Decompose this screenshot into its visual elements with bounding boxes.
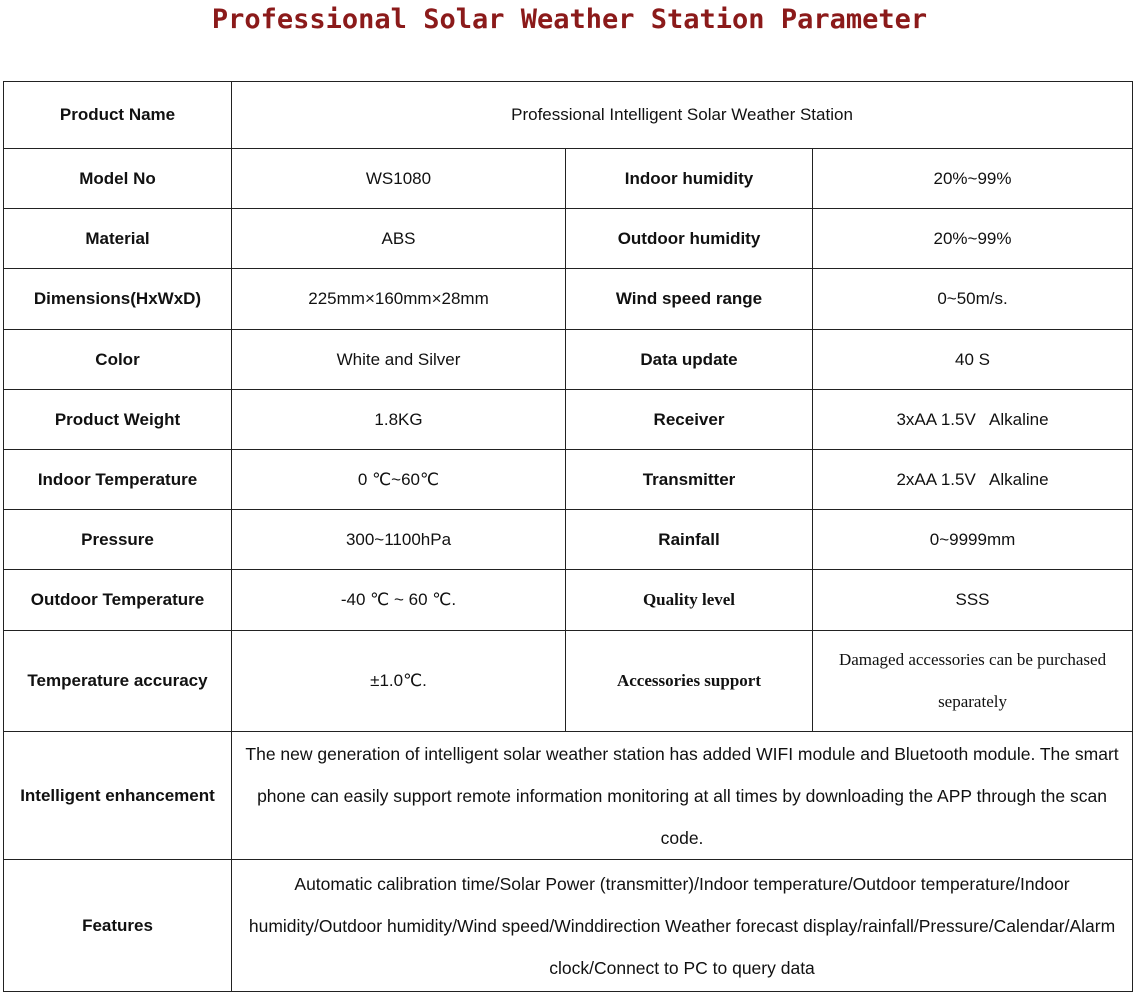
spec-label: Outdoor humidity xyxy=(566,209,813,269)
spec-label: Product Weight xyxy=(4,390,232,450)
spec-value: 2xAA 1.5V Alkaline xyxy=(813,450,1133,510)
spec-label: Indoor Temperature xyxy=(4,450,232,510)
spec-label: Rainfall xyxy=(566,510,813,570)
spec-label: Dimensions(HxWxD) xyxy=(4,269,232,330)
spec-label: Material xyxy=(4,209,232,269)
spec-label: Transmitter xyxy=(566,450,813,510)
spec-value: 1.8KG xyxy=(232,390,566,450)
spec-value: 20%~99% xyxy=(813,149,1133,209)
spec-value: -40 ℃ ~ 60 ℃. xyxy=(232,570,566,631)
spec-value: ±1.0℃. xyxy=(232,631,566,732)
table-row xyxy=(4,209,1133,269)
table-row xyxy=(4,149,1133,209)
spec-label: Model No xyxy=(4,149,232,209)
spec-label: Temperature accuracy xyxy=(4,631,232,732)
table-row xyxy=(4,330,1133,390)
spec-label: Color xyxy=(4,330,232,390)
spec-value: SSS xyxy=(813,570,1133,631)
spec-label: Data update xyxy=(566,330,813,390)
spec-value: White and Silver xyxy=(232,330,566,390)
page-title: Professional Solar Weather Station Parameter xyxy=(211,4,928,35)
table-row xyxy=(4,631,1133,732)
spec-value: 0~50m/s. xyxy=(813,269,1133,330)
spec-value: 3xAA 1.5V Alkaline xyxy=(813,390,1133,450)
spec-label: Pressure xyxy=(4,510,232,570)
spec-label: Wind speed range xyxy=(566,269,813,330)
spec-value: 0 ℃~60℃ xyxy=(232,450,566,510)
table-row xyxy=(4,390,1133,450)
spec-label: Accessories support xyxy=(566,631,813,732)
features-label: Features xyxy=(4,860,232,992)
intelligent-enhancement-value: The new generation of intelligent solar weather station has added WIFI module and Bluetooth module. The smart phone can easily support remote information monitoring at all times by downloading the APP through the scan code. xyxy=(232,732,1133,860)
parameter-table xyxy=(3,81,1133,992)
spec-label: Outdoor Temperature xyxy=(4,570,232,631)
spec-value: Damaged accessories can be purchased separately xyxy=(813,631,1133,732)
spec-value: ABS xyxy=(232,209,566,269)
spec-value: 225mm×160mm×28mm xyxy=(232,269,566,330)
features-value: Automatic calibration time/Solar Power (transmitter)/Indoor temperature/Outdoor temperature/Indoor humidity/Outdoor humidity/Wind speed/Winddirection Weather forecast display/rainfall/Pressure/Calendar/Alarm clock/Connect to PC to query data xyxy=(232,860,1133,992)
table-row xyxy=(4,732,1133,860)
spec-label: Receiver xyxy=(566,390,813,450)
spec-value: 20%~99% xyxy=(813,209,1133,269)
product-name-label: Product Name xyxy=(4,82,232,149)
table-row xyxy=(4,570,1133,631)
spec-label: Quality level xyxy=(566,570,813,631)
table-row xyxy=(4,82,1133,149)
spec-value: 40 S xyxy=(813,330,1133,390)
table-row xyxy=(4,510,1133,570)
table-row xyxy=(4,450,1133,510)
product-name-value: Professional Intelligent Solar Weather Station xyxy=(232,82,1133,149)
spec-value: 300~1100hPa xyxy=(232,510,566,570)
spec-value: 0~9999mm xyxy=(813,510,1133,570)
spec-label: Indoor humidity xyxy=(566,149,813,209)
table-row xyxy=(4,269,1133,330)
spec-value: WS1080 xyxy=(232,149,566,209)
intelligent-enhancement-label: Intelligent enhancement xyxy=(4,732,232,860)
table-row xyxy=(4,860,1133,992)
